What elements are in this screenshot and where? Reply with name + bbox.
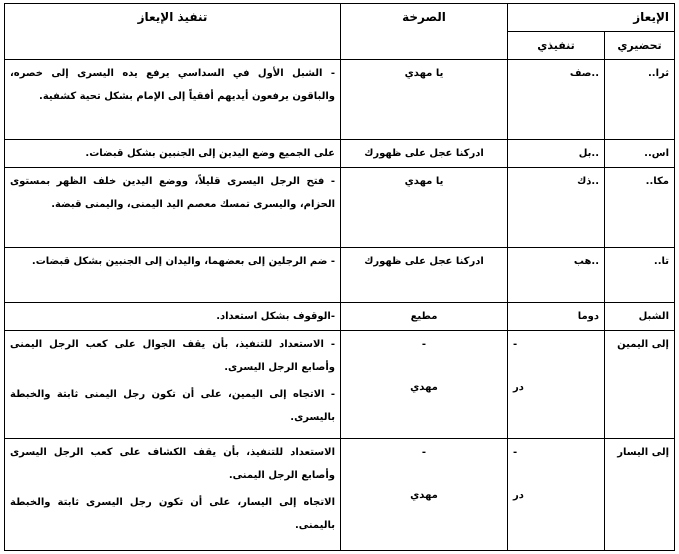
call-value: مهدي: [410, 490, 438, 501]
exec-cell: [508, 331, 605, 439]
call-cell: ادركنا عجل على ظهورك: [341, 248, 508, 303]
call-header: الصرخة: [341, 4, 508, 60]
execution-cell: [5, 439, 341, 551]
exec-header: تنفيذي: [508, 32, 605, 60]
table-row: [5, 140, 675, 168]
call-dash: -: [421, 339, 427, 350]
exec-cell: ..صف: [508, 60, 605, 140]
call-value: مهدي: [410, 382, 438, 393]
table-row: [5, 331, 675, 439]
prep-cell: مكا..: [605, 168, 675, 248]
prep-header: تحضيري: [605, 32, 675, 60]
execution-cell: [5, 248, 341, 303]
exec-cell: ..بل: [508, 140, 605, 168]
execution-text: -الوقوف بشكل استعداد.: [216, 311, 335, 322]
header-row-top: [5, 4, 675, 32]
prep-cell: الشبل: [605, 303, 675, 331]
execution-cell: [5, 140, 341, 168]
exec-cell: [508, 439, 605, 551]
execution-text: الاتجاه إلى اليسار، على أن تكون رجل اليسرى ثابتة والخبطة باليمنى.: [10, 497, 335, 531]
table-row: [5, 60, 675, 140]
execution-text: - فتح الرجل اليسرى قليلاً، ووضع اليدين خلف الظهر بمستوى الحزام، واليسرى تمسك معصم اليد اليمنى، واليمنى قبضة.: [10, 176, 335, 210]
execution-text: على الجميع وضع اليدين إلى الجنبين بشكل قبضات.: [85, 148, 335, 159]
call-cell: ادركنا عجل على ظهورك: [341, 140, 508, 168]
execution-text: الاستعداد للتنفيذ، بأن يقف الكشاف على كعب الرجل اليسرى وأصابع الرجل اليمنى.: [10, 447, 335, 481]
command-group-header: الإيعاز: [508, 4, 675, 32]
execution-cell: [5, 168, 341, 248]
exec-cell: ..هب: [508, 248, 605, 303]
exec-cell: ..ذك: [508, 168, 605, 248]
table-row: [5, 439, 675, 551]
call-cell: [341, 439, 508, 551]
execution-text: - الشبل الأول في السداسي يرفع يده اليسرى إلى خصره، والباقون يرفعون أيديهم أفقياً إلى الإمام بشكل تحية كشفية.: [10, 68, 335, 102]
execution-text: - الاتجاه إلى اليمين، على أن تكون رجل اليمنى ثابتة والخبطة باليسرى.: [10, 389, 335, 423]
prep-cell: تا..: [605, 248, 675, 303]
call-cell: مطيع: [341, 303, 508, 331]
table-row: [5, 168, 675, 248]
call-cell: يا مهدي: [341, 168, 508, 248]
exec-cell: دوما: [508, 303, 605, 331]
exec-dash: -: [513, 339, 518, 350]
call-cell: [341, 331, 508, 439]
execution-cell: [5, 303, 341, 331]
call-cell: يا مهدي: [341, 60, 508, 140]
exec-value: در: [513, 490, 524, 501]
execution-text: - الاستعداد للتنفيذ، بأن يقف الجوال على كعب الرجل اليمنى وأصابع الرجل اليسرى.: [10, 339, 335, 373]
execution-header: تنفيذ الإيعاز: [5, 4, 341, 60]
execution-text: - ضم الرجلين إلى بعضهما، واليدان إلى الجنبين بشكل قبضات.: [31, 256, 335, 267]
prep-cell: إلى اليسار: [605, 439, 675, 551]
execution-cell: [5, 331, 341, 439]
exec-dash: -: [513, 447, 518, 458]
prep-cell: ثرا..: [605, 60, 675, 140]
prep-cell: اس..: [605, 140, 675, 168]
table-row: [5, 303, 675, 331]
prep-cell: إلى اليمين: [605, 331, 675, 439]
exec-value: در: [513, 382, 524, 393]
call-dash: -: [421, 447, 427, 458]
execution-cell: [5, 60, 341, 140]
commands-table: [4, 3, 675, 551]
table-row: [5, 248, 675, 303]
